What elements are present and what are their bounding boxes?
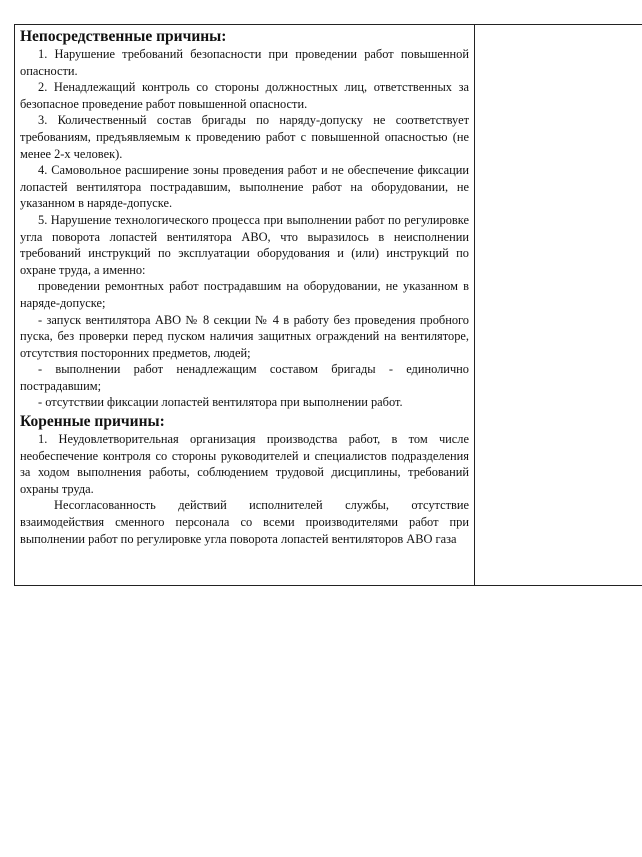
table-column-divider [474, 25, 475, 585]
causes-cell [20, 27, 469, 547]
direct-cause-5-detail-3: - выполнении работ ненадлежащим составом бригады - единолично пострадавшим; [20, 362, 469, 393]
causes-table [14, 24, 642, 586]
root-cause-2: Несогласованность действий исполнителей службы, отсутствие взаимодействия сменного персонала со всеми производителями работ при выполнении работ по регулировке угла поворота лопастей вентиляторов АВО газа [20, 498, 469, 546]
table-left-border [14, 25, 15, 585]
direct-cause-5: 5. Нарушение технологического процесса при выполнении работ по регулировке угла поворота лопастей вентилятора АВО, что выразилось в неисполнении требований инструкций по эксплуатации оборудования и (или) инструкций по охране труда, а именно: [20, 212, 469, 277]
direct-cause-5-detail-2: - запуск вентилятора АВО № 8 секции № 4 в работу без проведения пробного пуска, без проверки перед пуском наличия защитных ограждений на вентиляторе, отсутствия посторонних предметов, людей; [20, 312, 469, 360]
direct-cause-2: 2. Ненадлежащий контроль со стороны должностных лиц, ответственных за безопасное проведение работ повышенной опасности. [20, 80, 469, 111]
direct-cause-5-detail-1: проведении ремонтных работ пострадавшим на оборудовании, не указанном в наряде-допуске; [20, 279, 469, 310]
direct-cause-4: 4. Самовольное расширение зоны проведения работ и не обеспечение фиксации лопастей вентилятора пострадавшим, выполнение работ на оборудовании, не указанном в наряде-допуске. [20, 163, 469, 211]
direct-causes-heading: Непосредственные причины: [20, 28, 227, 45]
direct-cause-3: 3. Количественный состав бригады по наряду-допуску не соответствует требованиям, предъявляемым к проведению работ с повышенной опасностью (не менее 2-х человек). [20, 113, 469, 161]
root-causes-heading: Коренные причины: [20, 413, 165, 431]
root-cause-1: 1. Неудовлетворительная организация производства работ, в том числе необеспечение контроля со стороны руководителей и специалистов подразделения за ходом выполнения работы, соблюдением трудовой дисциплины, требований охраны труда. [20, 432, 469, 496]
direct-cause-5-detail-4: - отсутствии фиксации лопастей вентилятора при выполнении работ. [38, 395, 403, 410]
direct-cause-1: 1. Нарушение требований безопасности при проведении работ повышенной опасности. [20, 47, 469, 78]
